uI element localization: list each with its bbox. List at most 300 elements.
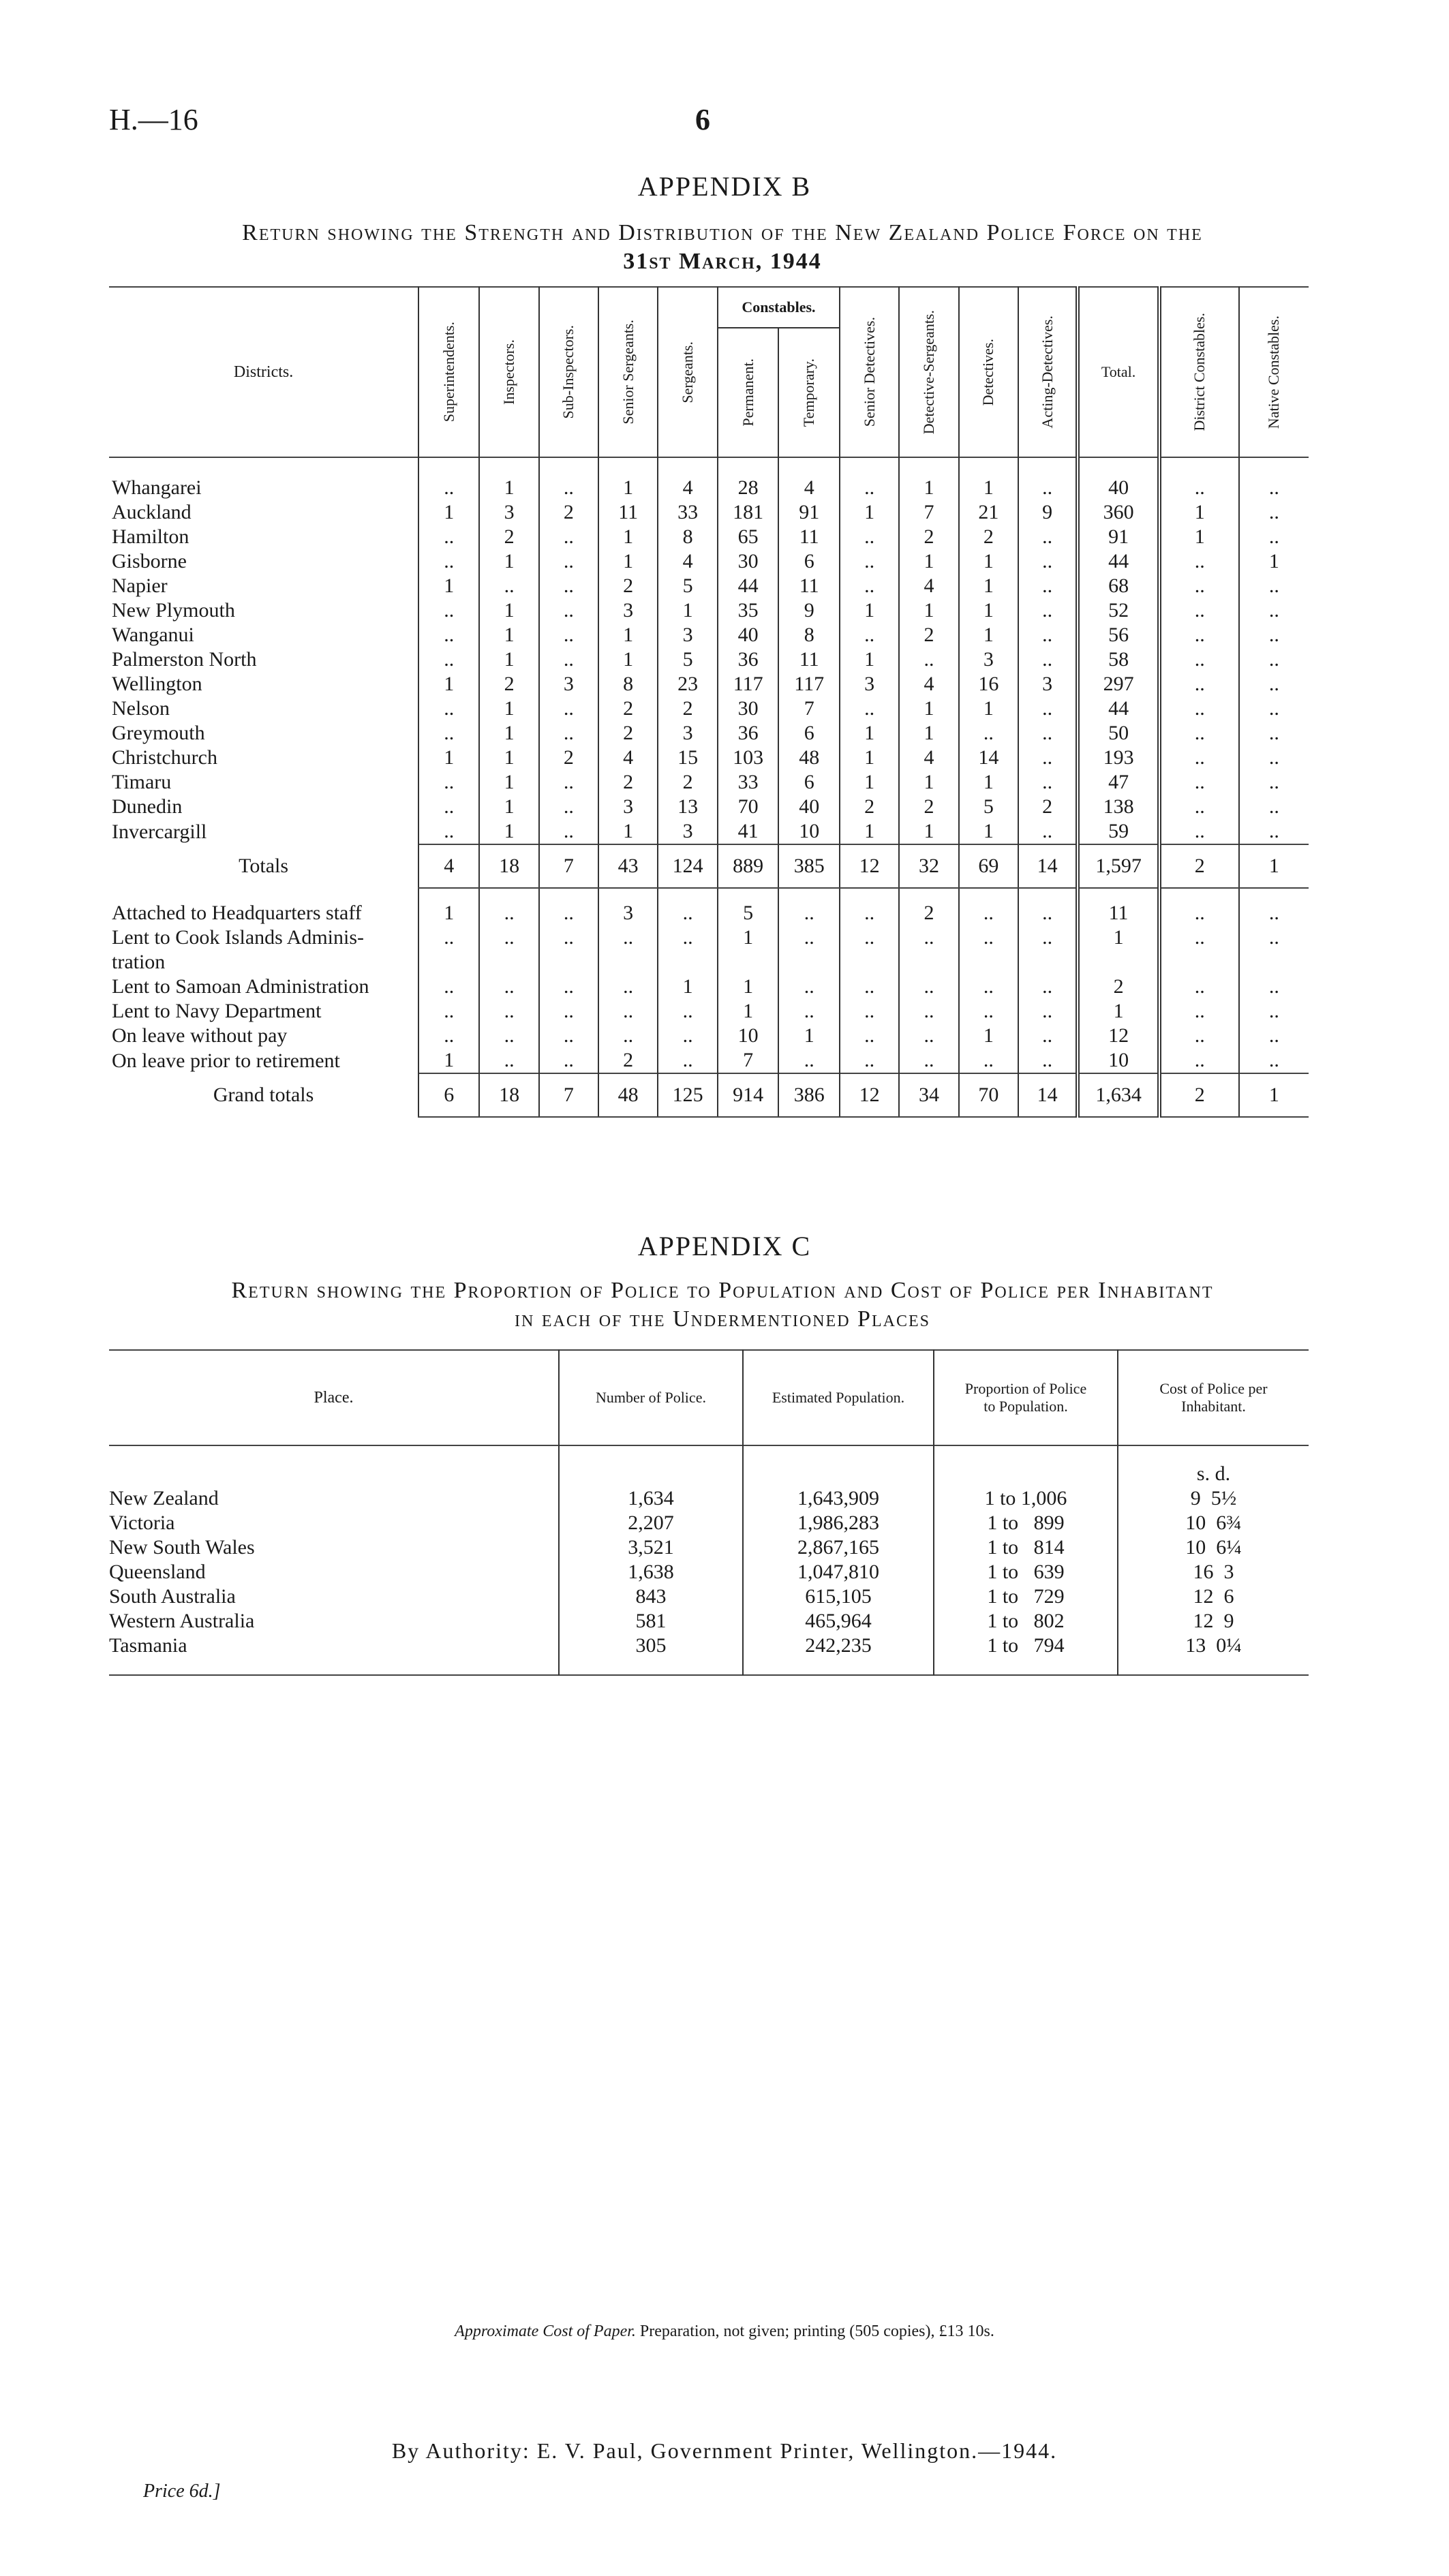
col-proportion: Proportion of Police to Population. [934,1350,1118,1445]
cell-superintendents: .. [418,525,479,549]
cell-senior-detectives: 2 [840,795,899,819]
cell-detectives: .. [959,999,1018,1024]
cell-permanent: 889 [718,844,779,888]
cell-sub-inspectors: 2 [539,500,598,525]
cell-senior-sergeants: .. [598,1024,658,1048]
district-name: Timaru [112,771,172,793]
cell-population: 1,986,283 [743,1511,934,1535]
cell-total [1078,950,1159,975]
cell-senior-detectives: 1 [840,598,899,623]
col-temporary: Temporary. [800,358,818,427]
cell-temporary: .. [778,901,840,925]
col-number-of-police: Number of Police. [559,1350,743,1445]
cell-senior-sergeants [598,950,658,975]
cell-superintendents: 6 [418,1073,479,1117]
table-row [109,672,1309,696]
table-row [109,574,1309,598]
cell-permanent: 10 [718,1024,779,1048]
cell-senior-sergeants: 48 [598,1073,658,1117]
table-row [109,819,1309,844]
cell-district-constables: .. [1159,1024,1239,1048]
cell-superintendents: .. [418,549,479,574]
cell-total: 56 [1078,623,1159,647]
district-name: On leave prior to retirement [112,1049,340,1072]
cell-inspectors: .. [479,999,538,1024]
col-district-constables: District Constables. [1191,313,1208,431]
cell-superintendents: 1 [418,672,479,696]
cell-senior-sergeants: .. [598,925,658,950]
cell-superintendents: 1 [418,746,479,770]
cell-inspectors: 2 [479,525,538,549]
cell-senior-detectives: .. [840,1024,899,1048]
cell-acting-detectives: 9 [1018,500,1078,525]
appendix-b-heading: APPENDIX B [637,171,812,202]
cell-native-constables: .. [1239,819,1309,844]
cell-detective-sergeants: 1 [899,598,958,623]
cell-police: 2,207 [559,1511,743,1535]
cell-acting-detectives: .. [1018,476,1078,500]
cell-inspectors: 1 [479,746,538,770]
table-row [109,795,1309,819]
district-name: Invercargill [112,820,207,843]
cell-acting-detectives: .. [1018,819,1078,844]
cell-senior-sergeants: 1 [598,623,658,647]
cell-detectives: 1 [959,549,1018,574]
cell-detectives: 1 [959,476,1018,500]
cell-native-constables: .. [1239,1024,1309,1048]
cell-acting-detectives: .. [1018,999,1078,1024]
cell-total: 58 [1078,647,1159,672]
cell-permanent: 36 [718,647,779,672]
cell-acting-detectives: .. [1018,975,1078,999]
spacer-row [109,1658,1309,1675]
cell-sub-inspectors: .. [539,721,598,746]
cell-place: South Australia [109,1585,236,1608]
proportion-table [109,1349,1309,1676]
cell-temporary: 9 [778,598,840,623]
cell-detective-sergeants: 32 [899,844,958,888]
cell-acting-detectives [1018,950,1078,975]
cell-sergeants: .. [658,1048,718,1073]
paper-cost-text: Preparation, not given; printing (505 copies), £13 10s. [639,2322,994,2340]
cell-acting-detectives: .. [1018,721,1078,746]
cell-permanent: 7 [718,1048,779,1073]
cell-sub-inspectors: .. [539,525,598,549]
district-name: Napier [112,574,168,597]
cell-sub-inspectors: 3 [539,672,598,696]
cell-sergeants: 3 [658,623,718,647]
cell-detective-sergeants: .. [899,1024,958,1048]
table-row [109,525,1309,549]
cell-senior-sergeants: 1 [598,819,658,844]
cell-superintendents: .. [418,795,479,819]
cell-population: 1,047,810 [743,1560,934,1584]
table-row [109,1511,1309,1535]
table-row [109,500,1309,525]
cell-detectives: 1 [959,770,1018,795]
cell-native-constables: .. [1239,721,1309,746]
cell-native-constables: .. [1239,746,1309,770]
cell-acting-detectives: .. [1018,746,1078,770]
cell-senior-sergeants: 2 [598,574,658,598]
cell-native-constables: 1 [1239,1073,1309,1117]
spacer-row [109,888,1309,901]
cell-superintendents: 1 [418,574,479,598]
cell-sub-inspectors: .. [539,795,598,819]
cell-native-constables: .. [1239,598,1309,623]
cell-detectives: .. [959,925,1018,950]
cell-senior-sergeants: 1 [598,549,658,574]
cell-acting-detectives: .. [1018,1024,1078,1048]
cell-acting-detectives: .. [1018,647,1078,672]
cell-senior-sergeants: 4 [598,746,658,770]
page-number: 6 [695,103,710,136]
cell-police: 581 [559,1609,743,1634]
cell-total: 50 [1078,721,1159,746]
cell-sergeants: 13 [658,795,718,819]
cell-sergeants [658,950,718,975]
cell-population: 2,867,165 [743,1535,934,1560]
cell-sub-inspectors: .. [539,574,598,598]
table-row [109,999,1309,1024]
cell-total: 12 [1078,1024,1159,1048]
cell-temporary: 117 [778,672,840,696]
cell-sub-inspectors: 7 [539,844,598,888]
cell-senior-sergeants: 11 [598,500,658,525]
cell-population: 465,964 [743,1609,934,1634]
cell-detectives: 2 [959,525,1018,549]
cell-superintendents: 1 [418,1048,479,1073]
table-row [109,1584,1309,1609]
cell-detective-sergeants: 4 [899,574,958,598]
district-name: New Plymouth [112,599,235,622]
district-name: Hamilton [112,525,189,548]
cell-temporary: 8 [778,623,840,647]
cell-senior-sergeants: 1 [598,647,658,672]
cell-superintendents: 4 [418,844,479,888]
cell-detectives: 1 [959,819,1018,844]
cell-acting-detectives: .. [1018,925,1078,950]
cell-acting-detectives: 3 [1018,672,1078,696]
cell-sub-inspectors: .. [539,549,598,574]
cell-sergeants: 3 [658,721,718,746]
cell-acting-detectives: .. [1018,1048,1078,1073]
cell-permanent: 35 [718,598,779,623]
col-constables-group: Constables. [718,287,840,328]
cell-temporary: 4 [778,476,840,500]
cell-superintendents: .. [418,696,479,721]
cell-police: 305 [559,1634,743,1658]
cell-temporary: .. [778,1048,840,1073]
cell-total: 1 [1078,999,1159,1024]
cell-temporary: 6 [778,770,840,795]
cell-senior-sergeants: 1 [598,525,658,549]
cell-total: 11 [1078,901,1159,925]
col-estimated-population: Estimated Population. [743,1350,934,1445]
cell-senior-sergeants: 3 [598,598,658,623]
col-acting-detectives: Acting-Detectives. [1038,316,1056,429]
cell-native-constables: .. [1239,476,1309,500]
cell-permanent: 28 [718,476,779,500]
cell-permanent: 41 [718,819,779,844]
cell-police: 1,638 [559,1560,743,1584]
cell-inspectors: .. [479,574,538,598]
grand-totals-row [109,1073,1309,1117]
cell-police: 843 [559,1584,743,1609]
cell-sergeants: 4 [658,476,718,500]
cell-native-constables: .. [1239,672,1309,696]
cell-superintendents: .. [418,999,479,1024]
cell-senior-detectives: .. [840,925,899,950]
cell-sub-inspectors: .. [539,696,598,721]
cell-detectives: .. [959,1048,1018,1073]
cell-temporary: 7 [778,696,840,721]
cell-detective-sergeants: 1 [899,770,958,795]
cell-sub-inspectors: .. [539,1024,598,1048]
cell-permanent: 117 [718,672,779,696]
cell-total: 1,597 [1078,844,1159,888]
cell-proportion: 1 to 729 [934,1584,1118,1609]
cell-temporary: 11 [778,647,840,672]
cell-superintendents: .. [418,1024,479,1048]
table-row [109,770,1309,795]
col-superintendents: Superintendents. [440,322,457,423]
cell-senior-detectives: 1 [840,770,899,795]
cell-cost: 10 6¾ [1118,1511,1309,1535]
cell-inspectors: 1 [479,770,538,795]
cell-sub-inspectors: .. [539,819,598,844]
cell-acting-detectives: .. [1018,770,1078,795]
table-row [109,1560,1309,1584]
cell-inspectors: 2 [479,672,538,696]
cell-native-constables: .. [1239,500,1309,525]
cell-detectives: 70 [959,1073,1018,1117]
table-row [109,696,1309,721]
district-name: Wellington [112,673,202,695]
table-row [109,476,1309,500]
cell-superintendents: .. [418,476,479,500]
cell-senior-sergeants: 3 [598,901,658,925]
cell-native-constables: .. [1239,525,1309,549]
district-name: On leave without pay [112,1024,288,1047]
cell-detectives: 1 [959,623,1018,647]
cell-total: 1 [1078,925,1159,950]
cell-cost: 13 0¼ [1118,1634,1309,1658]
cell-sergeants: 23 [658,672,718,696]
cell-total: 59 [1078,819,1159,844]
cell-district-constables: .. [1159,574,1239,598]
cell-district-constables: .. [1159,696,1239,721]
cell-inspectors: 3 [479,500,538,525]
cell-inspectors: 1 [479,623,538,647]
cell-detectives: .. [959,901,1018,925]
cell-senior-sergeants: 43 [598,844,658,888]
cell-cost: 12 6 [1118,1584,1309,1609]
appendix-c-heading: APPENDIX C [637,1231,812,1261]
cell-senior-detectives: .. [840,901,899,925]
appendix-c-title-line2: in each of the Undermentioned Places [515,1306,930,1332]
cell-temporary: .. [778,999,840,1024]
cell-permanent: 36 [718,721,779,746]
cell-district-constables: .. [1159,1048,1239,1073]
cell-detectives: 3 [959,647,1018,672]
cell-acting-detectives: .. [1018,574,1078,598]
cell-sub-inspectors: .. [539,901,598,925]
cell-detectives: 1 [959,1024,1018,1048]
cell-senior-detectives: .. [840,549,899,574]
cell-detective-sergeants [899,950,958,975]
cell-permanent: 914 [718,1073,779,1117]
cell-inspectors: .. [479,1024,538,1048]
table-row [109,1609,1309,1634]
cell-sergeants: 2 [658,696,718,721]
cell-police: 3,521 [559,1535,743,1560]
cell-native-constables: .. [1239,1048,1309,1073]
cell-native-constables: .. [1239,795,1309,819]
cell-temporary: .. [778,925,840,950]
district-name: Nelson [112,697,170,720]
cell-detectives: 21 [959,500,1018,525]
cell-total: 10 [1078,1048,1159,1073]
cell-sub-inspectors: .. [539,925,598,950]
district-name: Christchurch [112,746,217,769]
cell-cost: 10 6¼ [1118,1535,1309,1560]
col-districts: Districts. [233,363,294,381]
cell-proportion: 1 to 899 [934,1511,1118,1535]
totals-row [109,844,1309,888]
cell-place: New Zealand [109,1487,219,1509]
cell-total: 44 [1078,549,1159,574]
cell-sub-inspectors [539,950,598,975]
cell-native-constables: .. [1239,925,1309,950]
cell-native-constables: .. [1239,975,1309,999]
price-note: Price 6d.] [143,2481,221,2502]
cell-senior-detectives: 1 [840,819,899,844]
cell-senior-detectives: 1 [840,500,899,525]
cell-permanent [718,950,779,975]
cell-inspectors: .. [479,925,538,950]
cell-senior-detectives: 12 [840,844,899,888]
cell-senior-detectives: .. [840,696,899,721]
cell-senior-sergeants: 8 [598,672,658,696]
district-name: Auckland [112,501,192,523]
cell-superintendents: .. [418,623,479,647]
cell-temporary: 385 [778,844,840,888]
cell-senior-detectives: .. [840,525,899,549]
cell-native-constables: .. [1239,999,1309,1024]
cell-district-constables: .. [1159,925,1239,950]
cell-place: Western Australia [109,1610,255,1632]
cell-total: 52 [1078,598,1159,623]
cell-acting-detectives: .. [1018,525,1078,549]
cell-detectives: 1 [959,696,1018,721]
cell-sub-inspectors: .. [539,598,598,623]
cell-district-constables: .. [1159,975,1239,999]
totals-row-label: Totals [239,855,289,877]
cell-place: Tasmania [109,1634,187,1657]
cell-senior-sergeants: 2 [598,721,658,746]
cell-sub-inspectors: .. [539,647,598,672]
cell-cost: 16 3 [1118,1560,1309,1584]
cell-sergeants: .. [658,1024,718,1048]
cell-permanent: 65 [718,525,779,549]
cell-acting-detectives: .. [1018,549,1078,574]
cell-total: 91 [1078,525,1159,549]
cell-total: 138 [1078,795,1159,819]
col-senior-sergeants: Senior Sergeants. [619,320,637,425]
cell-sergeants: 8 [658,525,718,549]
cell-sub-inspectors: 7 [539,1073,598,1117]
cell-senior-detectives: 1 [840,746,899,770]
cell-inspectors: .. [479,1048,538,1073]
paper-cost-note [0,2322,1449,2341]
cell-sergeants: .. [658,999,718,1024]
col-total: Total. [1078,287,1159,457]
cell-inspectors: 1 [479,721,538,746]
cell-sub-inspectors: .. [539,770,598,795]
cell-inspectors: 1 [479,795,538,819]
cell-sub-inspectors: .. [539,999,598,1024]
table-row [109,1535,1309,1560]
cell-native-constables [1239,950,1309,975]
cell-permanent: 181 [718,500,779,525]
district-name: Palmerston North [112,648,257,671]
cell-district-constables: 2 [1159,1073,1239,1117]
cost-units: s. d. [1118,1445,1309,1486]
cell-acting-detectives: .. [1018,623,1078,647]
cell-detectives: 1 [959,598,1018,623]
cell-inspectors: 1 [479,549,538,574]
cell-acting-detectives: 14 [1018,844,1078,888]
cell-total: 2 [1078,975,1159,999]
cell-permanent: 1 [718,999,779,1024]
cell-district-constables: .. [1159,795,1239,819]
cell-temporary: 386 [778,1073,840,1117]
cell-superintendents: .. [418,819,479,844]
col-inspectors: Inspectors. [500,339,518,405]
district-name: Lent to Navy Department [112,1000,322,1022]
cell-native-constables: .. [1239,623,1309,647]
cell-sergeants: 5 [658,574,718,598]
cell-district-constables: 1 [1159,525,1239,549]
cell-detectives: .. [959,975,1018,999]
cell-detective-sergeants: 7 [899,500,958,525]
paper-cost-label: Approximate Cost of Paper. [455,2322,636,2340]
cell-proportion: 1 to 814 [934,1535,1118,1560]
cell-detective-sergeants: 2 [899,795,958,819]
cell-temporary: 11 [778,574,840,598]
district-name: tration [112,951,166,973]
cell-population: 242,235 [743,1634,934,1658]
cell-temporary: 6 [778,721,840,746]
cell-total: 47 [1078,770,1159,795]
district-name: Attached to Headquarters staff [112,902,362,924]
cell-inspectors: 18 [479,1073,538,1117]
cell-superintendents: .. [418,925,479,950]
cell-acting-detectives: .. [1018,598,1078,623]
cell-district-constables: .. [1159,549,1239,574]
cell-place: New South Wales [109,1536,255,1559]
cell-superintendents: .. [418,721,479,746]
district-name: Wanganui [112,624,194,646]
strength-table [109,286,1309,1118]
cell-native-constables: .. [1239,901,1309,925]
table-row [109,1048,1309,1073]
cell-native-constables: .. [1239,574,1309,598]
cell-permanent: 30 [718,696,779,721]
cell-permanent: 30 [718,549,779,574]
cell-senior-detectives: .. [840,1048,899,1073]
